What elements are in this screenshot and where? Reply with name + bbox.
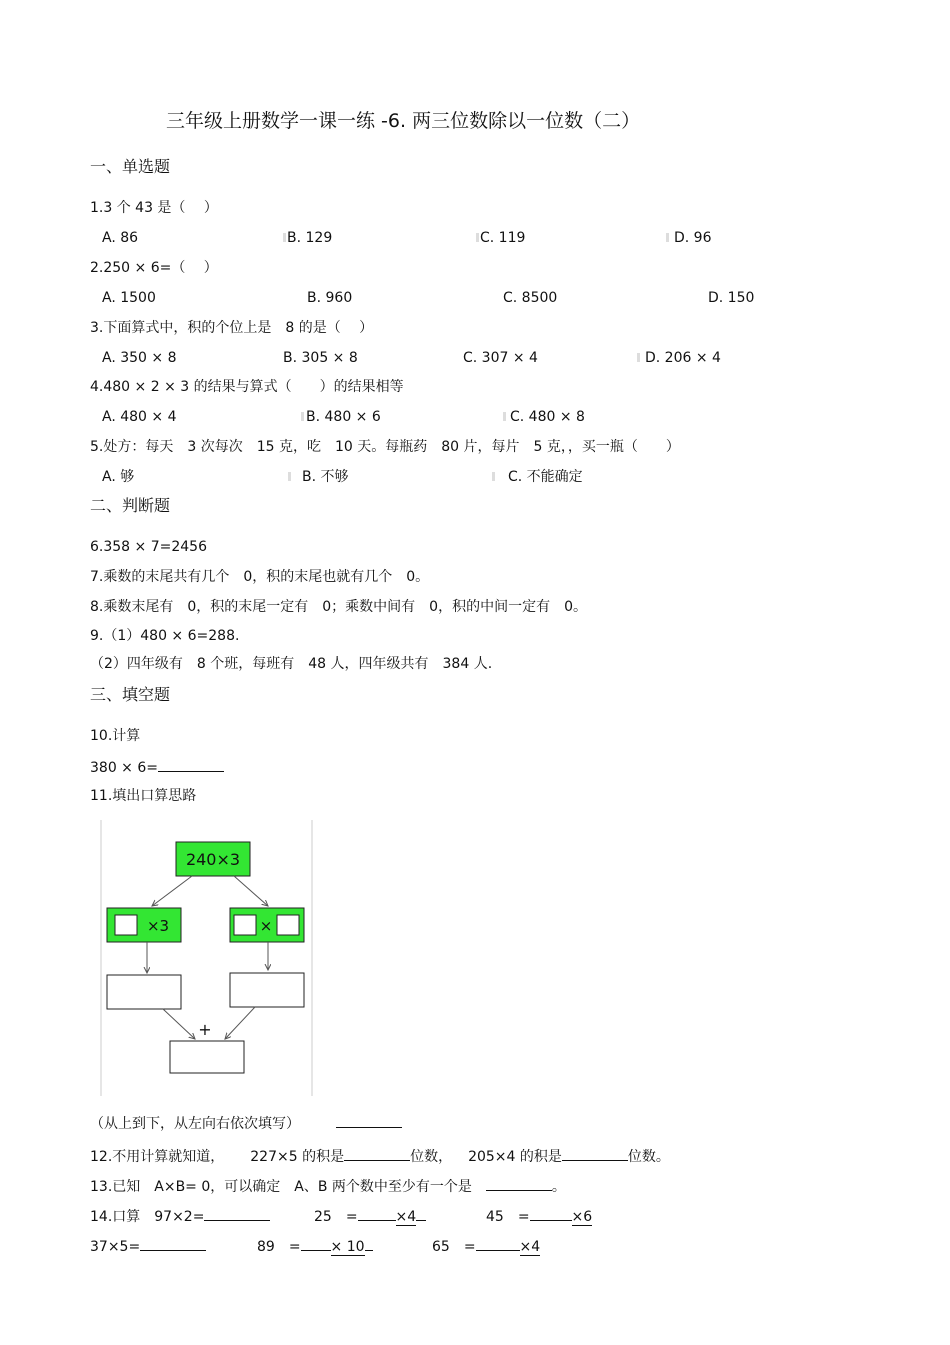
q11-note: （从上到下，从左向右依次填写） [90,1116,300,1132]
question-12 [90,1146,670,1166]
q4-option-c[interactable]: C. 480 × 8 [510,409,585,425]
arrow-top-left [152,876,192,906]
q14-r1-item-c [486,1206,592,1226]
q14-r2-c: 65 = [432,1239,476,1255]
marker-dot [283,233,286,242]
left-result-box[interactable] [107,975,181,1009]
right-expression-text: × [259,917,273,935]
marker-dot [301,412,304,421]
q1-option-d[interactable]: D. 96 [674,230,712,246]
question-10-stem: 10.计算 [90,728,141,744]
question-3-stem: 3.下面算式中，积的个位上是 8 的是（ ） [90,320,374,336]
top-expression-text: 240×3 [185,850,241,869]
answer-blank[interactable] [344,1146,410,1161]
q5-option-a[interactable]: A. 够 [102,469,135,485]
marker-dot [666,233,669,242]
q11-note-line [90,1113,402,1133]
arrow-left-to-sum [163,1009,195,1039]
plus-sign: + [198,1020,212,1039]
question-14-row-1 [90,1206,270,1226]
q3-option-b[interactable]: B. 305 × 8 [283,350,358,366]
calculation-flow-diagram [100,820,314,1096]
question-2-stem: 2.250 × 6=（ ） [90,260,218,276]
question-6: 6.358 × 7=2456 [90,539,207,555]
question-11-stem: 11.填出口算思路 [90,788,197,804]
q4-option-a[interactable]: A. 480 × 4 [102,409,177,425]
marker-dot [476,233,479,242]
page-title: 三年级上册数学一课一练 -6. 两三位数除以一位数（二） [166,110,641,132]
q3-option-a[interactable]: A. 350 × 8 [102,350,177,366]
answer-blank[interactable] [336,1113,402,1128]
q14-r2-c2: ×4 [519,1239,541,1255]
question-7: 7.乘数的末尾共有几个 0，积的末尾也就有几个 0。 [90,569,430,585]
section-heading-fill-blank: 三、填空题 [90,685,171,704]
question-13 [90,1176,566,1196]
q14-r2-b2: × 10 [330,1239,365,1255]
q3-option-c[interactable]: C. 307 × 4 [463,350,538,366]
answer-blank[interactable] [158,757,224,772]
q14-r2-a: 37×5= [90,1239,141,1255]
right-answer-square-2[interactable] [277,915,299,935]
answer-blank[interactable] [204,1206,270,1221]
question-5-stem: 5.处方：每天 3 次每次 15 克，吃 10 天。每瓶药 80 片，每片 5 克，，买一瓶（ ） [90,439,680,455]
left-expression-text: ×3 [146,917,170,935]
q14-r2-item-c [432,1236,540,1256]
q14-r1-b2: ×4 [395,1209,417,1225]
right-answer-square-1[interactable] [234,915,256,935]
answer-blank[interactable] [530,1206,572,1221]
section-heading-true-false: 二、判断题 [90,496,171,515]
question-1-stem: 1.3 个 43 是（ ） [90,200,218,216]
answer-blank[interactable] [476,1236,520,1251]
q4-option-b[interactable]: B. 480 × 6 [306,409,381,425]
answer-blank[interactable] [140,1236,206,1251]
q12-text-2: 227×5 的积是 [250,1149,345,1165]
q10-expr-text: 380 × 6= [90,760,158,776]
q3-option-d[interactable]: D. 206 × 4 [645,350,721,366]
question-10-expression [90,757,224,777]
q1-option-c[interactable]: C. 119 [480,230,526,246]
q1-option-a[interactable]: A. 86 [102,230,139,246]
q12-text-3: 位数， [410,1149,453,1165]
q13-text-1: 13.已知 A×B= 0，可以确定 A、B 两个数中至少有一个是 [90,1179,472,1195]
question-9-part-2: （2）四年级有 8 个班，每班有 48 人，四年级共有 384 人. [90,656,493,672]
q1-option-b[interactable]: B. 129 [287,230,333,246]
answer-blank[interactable] [562,1146,628,1161]
q14-r1-c2: ×6 [571,1209,593,1225]
answer-blank[interactable] [358,1206,396,1221]
q14-r1-a: 14.口算 97×2= [90,1209,205,1225]
q12-text-1: 12.不用计算就知道， [90,1149,225,1165]
question-4-stem: 4.480 × 2 × 3 的结果与算式（ ）的结果相等 [90,379,404,395]
sum-result-box[interactable] [170,1041,244,1073]
q2-option-c[interactable]: C. 8500 [503,290,558,306]
arrow-right-to-sum [225,1007,255,1039]
marker-dot [637,353,640,362]
question-8: 8.乘数末尾有 0，积的末尾一定有 0；乘数中间有 0，积的中间一定有 0。 [90,599,587,615]
q14-r1-c: 45 = [486,1209,530,1225]
q14-r1-item-b [314,1206,426,1226]
q2-option-b[interactable]: B. 960 [307,290,353,306]
q12-text-4: 205×4 的积是 [468,1149,562,1165]
answer-blank[interactable] [301,1236,331,1251]
q2-option-a[interactable]: A. 1500 [102,290,156,306]
question-14-row-2 [90,1236,206,1256]
q12-text-5: 位数。 [627,1149,670,1165]
left-answer-square[interactable] [115,915,137,935]
right-result-box[interactable] [230,973,304,1007]
q2-option-d[interactable]: D. 150 [708,290,755,306]
arrow-top-right [234,876,268,906]
marker-dot [492,472,495,481]
q5-option-b[interactable]: B. 不够 [302,469,349,485]
section-heading-single-choice: 一、单选题 [90,157,171,176]
q14-r2-item-b [257,1236,373,1256]
q14-r2-b: 89 = [257,1239,301,1255]
answer-blank-tail [416,1206,426,1221]
answer-blank-tail [365,1236,373,1251]
q5-option-c[interactable]: C. 不能确定 [508,469,583,485]
q13-text-2: 。 [551,1179,566,1195]
marker-dot [288,472,291,481]
q14-r1-b: 25 = [314,1209,358,1225]
question-9-part-1: 9.（1）480 × 6=288. [90,628,240,644]
answer-blank[interactable] [486,1176,552,1191]
marker-dot [503,412,506,421]
